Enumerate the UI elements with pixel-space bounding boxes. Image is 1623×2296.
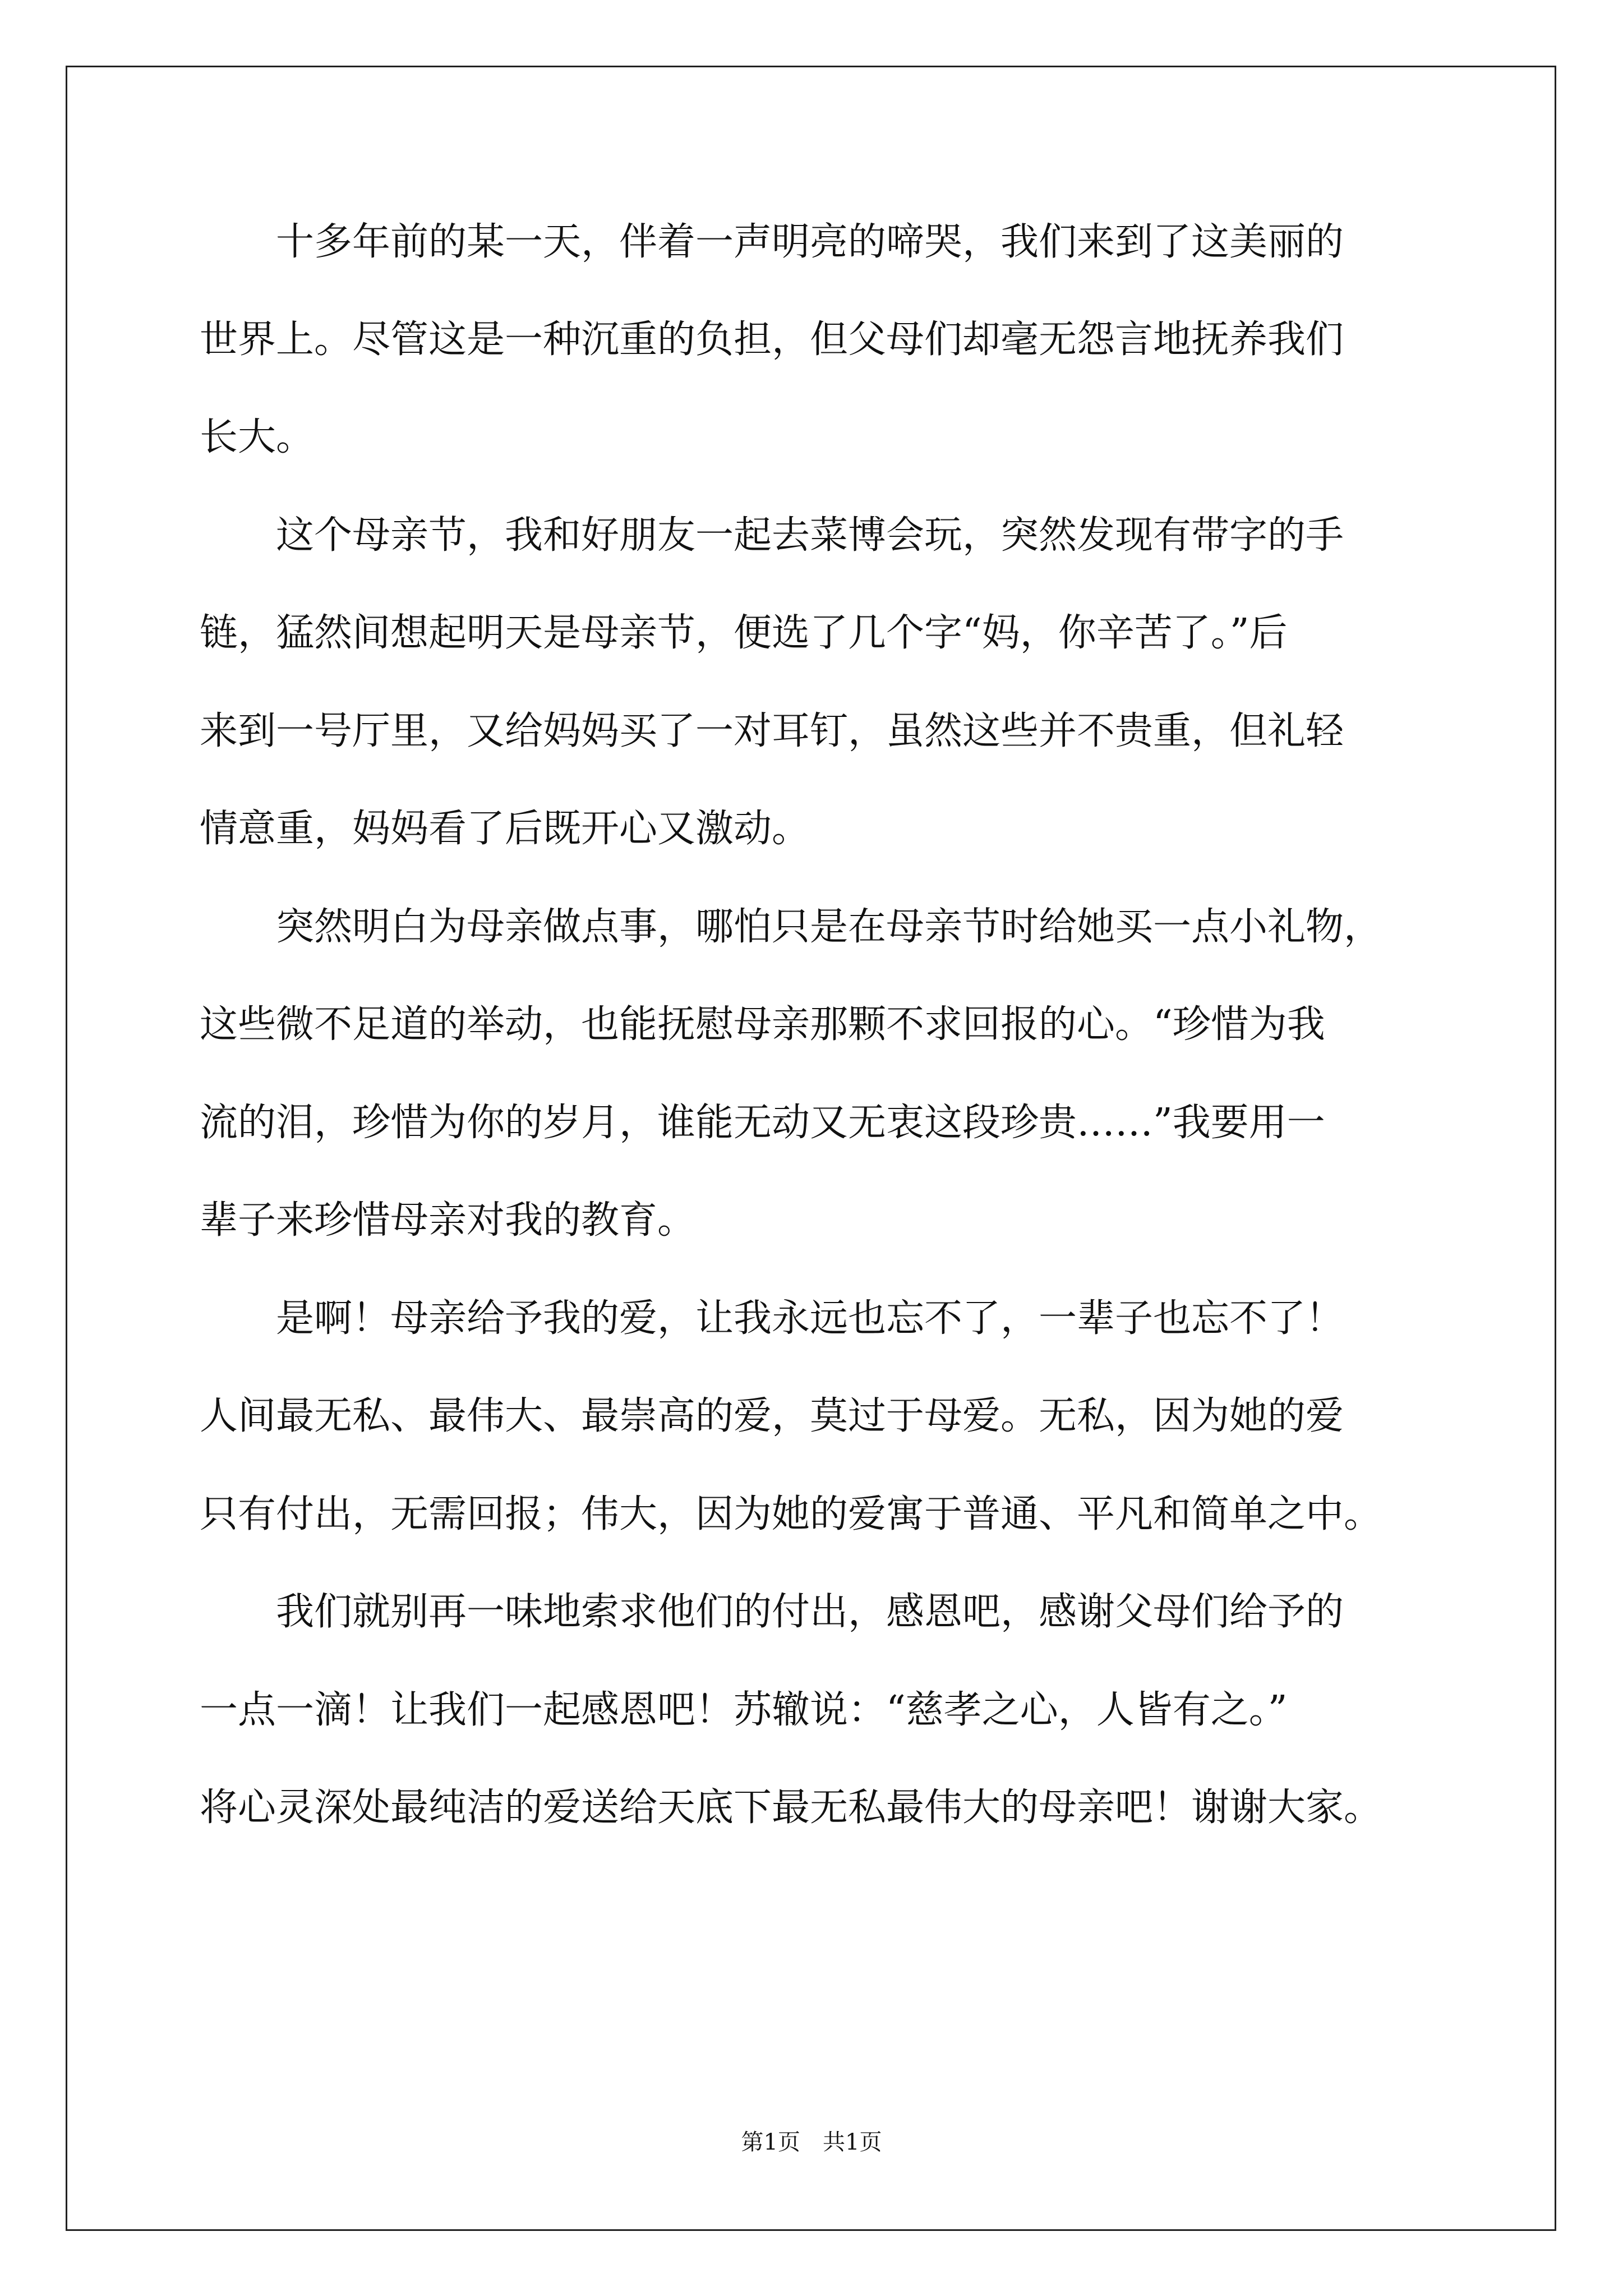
text-line: 人间最无私、最伟大、最崇高的爱，莫过于母爱。无私，因为她的爱	[200, 1394, 1344, 1438]
text-line: 将心灵深处最纯洁的爱送给天底下最无私最伟大的母亲吧！谢谢大家。	[200, 1786, 1382, 1830]
text-line: 来到一号厅里，又给妈妈买了一对耳钉，虽然这些并不贵重，但礼轻	[200, 709, 1344, 753]
text-line: 这些微不足道的举动，也能抚慰母亲那颗不求回报的心。“珍惜为我	[200, 1002, 1325, 1047]
text-line: 一点一滴！让我们一起感恩吧！苏辙说：“慈孝之心，人皆有之。”	[200, 1688, 1288, 1732]
text-line: 是啊！母亲给予我的爱，让我永远也忘不了，一辈子也忘不了！	[200, 1296, 1344, 1341]
text-line: 这个母亲节，我和好朋友一起去菜博会玩，突然发现有带字的手	[200, 513, 1344, 558]
text-line: 我们就别再一味地索求他们的付出，感恩吧，感谢父母们给予的	[200, 1590, 1344, 1634]
text-line: 链，猛然间想起明天是母亲节，便选了几个字“妈，你辛苦了。”后	[200, 611, 1288, 655]
text-line: 流的泪，珍惜为你的岁月，谁能无动又无衷这段珍贵……”我要用一	[200, 1101, 1325, 1145]
text-line: 世界上。尽管这是一种沉重的负担，但父母们却毫无怨言地抚养我们	[200, 318, 1344, 362]
text-line: 长大。	[200, 415, 315, 459]
page-border	[66, 66, 1556, 2231]
text-line: 辈子来珍惜母亲对我的教育。	[200, 1198, 696, 1243]
page-number-footer: 第1页 共1页	[741, 2129, 882, 2155]
text-line: 只有付出，无需回报；伟大，因为她的爱寓于普通、平凡和简单之中。	[200, 1492, 1382, 1536]
text-line: 情意重，妈妈看了后既开心又激动。	[200, 807, 810, 851]
text-line: 突然明白为母亲做点事，哪怕只是在母亲节时给她买一点小礼物，	[200, 905, 1382, 949]
text-line: 十多年前的某一天，伴着一声明亮的啼哭，我们来到了这美丽的	[200, 220, 1344, 264]
